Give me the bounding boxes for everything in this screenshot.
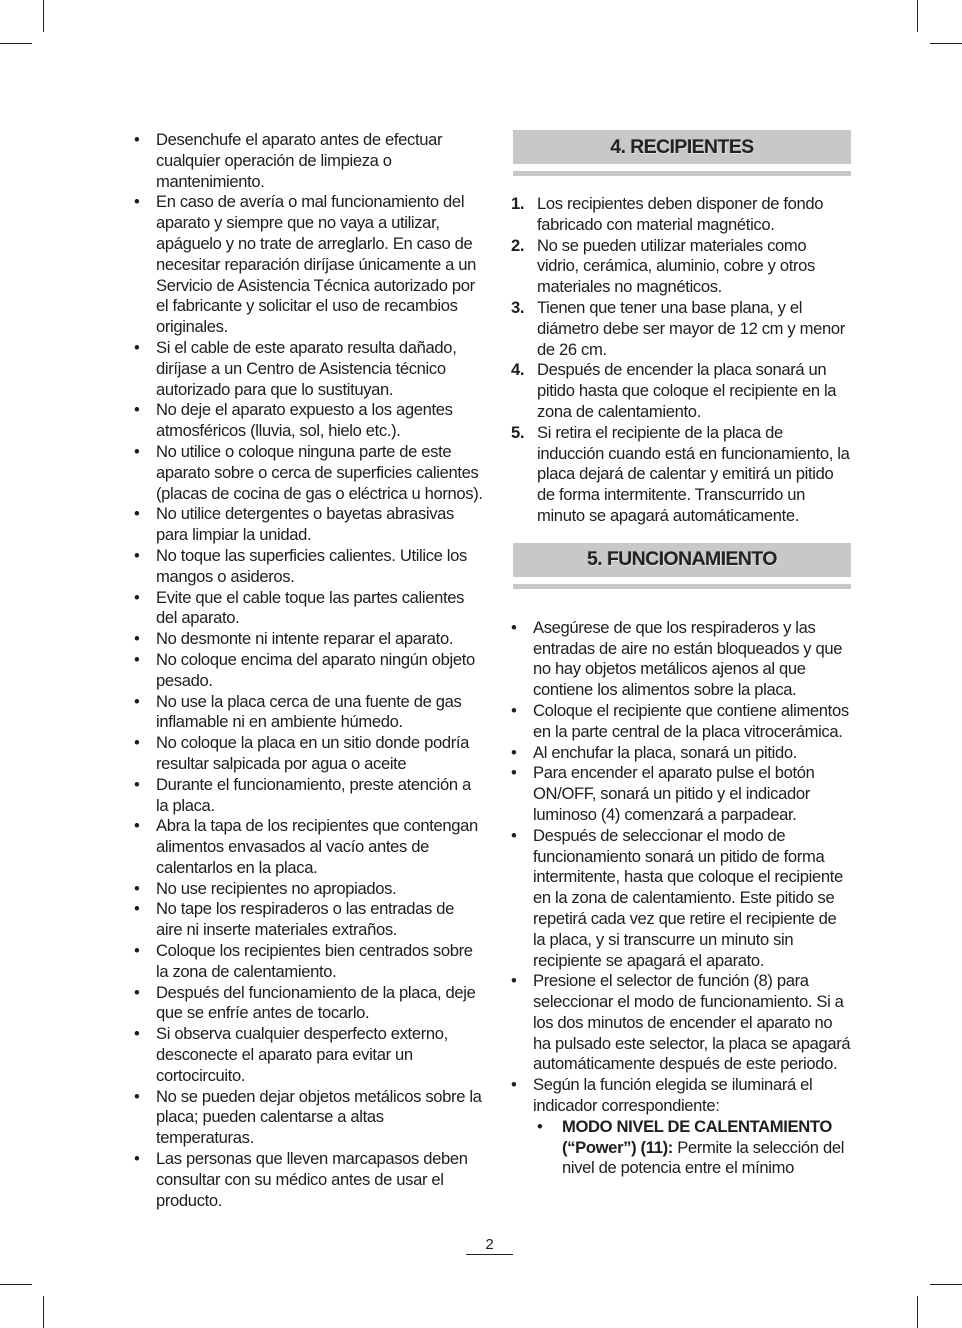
bullet: •: [134, 130, 140, 149]
item-number: 1.: [511, 194, 525, 213]
bullet: •: [511, 763, 517, 783]
list-item: [132, 442, 484, 504]
list-item: [132, 1087, 484, 1149]
list-item: [132, 879, 484, 900]
list-item-text: Asegúrese de que los respiraderos y las entradas de aire no están bloqueados y que no hay objetos metálicos ajenos al que contiene los alimentos sobre la placa.: [533, 617, 843, 700]
list-item: [509, 194, 851, 236]
crop-mark: [43, 0, 44, 32]
bullet: •: [134, 629, 140, 649]
list-item-text: Si el cable de este aparato resulta dañado, diríjase a un Centro de Asistencia técnico autorizado para que lo sustituyan.: [156, 337, 457, 399]
list-item-text: Al enchufar la placa, sonará un pitido.: [533, 742, 798, 762]
list-item-text: No toque las superficies calientes. Utilice los mangos o asideros.: [156, 545, 467, 586]
bullet: •: [134, 816, 140, 836]
list-item: [509, 826, 851, 972]
right-column: [509, 130, 851, 1179]
crop-mark: [0, 1284, 32, 1285]
list-item: [132, 400, 484, 442]
list-item: [509, 423, 851, 527]
safety-list: [132, 130, 484, 1211]
list-item: [132, 1024, 484, 1086]
list-item: [132, 816, 484, 878]
bullet: •: [511, 742, 517, 762]
list-item-text: Si retira el recipiente de la placa de inducción cuando está en funcionamiento, la placa dejará de calentar y emitirá un pitido de forma intermitente. Transcurrido un minuto se apagará automáticamente.: [537, 422, 850, 525]
bullet: •: [134, 941, 140, 961]
bullet: •: [134, 691, 140, 711]
list-item: [132, 899, 484, 941]
list-item: [132, 546, 484, 588]
list-item: [132, 692, 484, 734]
list-item: [132, 588, 484, 630]
list-item-text: No se pueden dejar objetos metálicos sobre la placa; pueden calentarse a altas temperaturas.: [156, 1086, 482, 1148]
bullet: •: [134, 504, 140, 524]
bullet: •: [134, 1086, 140, 1106]
list-item-text: No utilice o coloque ninguna parte de este aparato sobre o cerca de superficies calientes (placas de cocina de gas o eléctrica u hornos).: [156, 441, 483, 503]
bullet: •: [134, 649, 140, 669]
item-number: 2.: [511, 235, 525, 255]
funcionamiento-list: [509, 618, 851, 1117]
list-item: [533, 1117, 851, 1179]
bullet: •: [134, 982, 140, 1002]
list-item-text: No se pueden utilizar materiales como vidrio, cerámica, aluminio, cobre y otros materiales no magnéticos.: [537, 235, 815, 297]
crop-mark: [917, 1296, 918, 1328]
list-item-text: En caso de avería o mal funcionamiento del aparato y siempre que no vaya a utilizar, apáguelo y no trate de arreglarlo. En caso de necesitar reparación diríjase únicamente a un Servicio de Asistencia Técnica autorizado por el fabricante y solicitar el uso de recambios originales.: [156, 192, 477, 337]
page-number: 2: [485, 1236, 494, 1253]
list-item-text: Según la función elegida se iluminará el indicador correspondiente:: [533, 1075, 813, 1116]
list-item-text: Después del funcionamiento de la placa, deje que se enfríe antes de tocarlo.: [156, 982, 476, 1023]
bullet: •: [537, 1116, 543, 1136]
section-rule: [513, 171, 851, 176]
list-item-text: Coloque el recipiente que contiene alimentos en la parte central de la placa vitrocerámica.: [533, 700, 849, 741]
list-item: [132, 504, 484, 546]
bullet: •: [134, 337, 140, 357]
list-item-text: Si observa cualquier desperfecto externo, desconecte el aparato para evitar un cortocircuito.: [156, 1024, 448, 1085]
bullet: •: [134, 774, 140, 794]
section-title: 5. FUNCIONAMIENTO: [587, 548, 777, 571]
crop-mark: [930, 43, 962, 44]
list-item: [132, 130, 484, 192]
list-item-text: Para encender el aparato pulse el botón ON/OFF, sonará un pitido y el indicador luminoso (4) comenzará a parpadear.: [533, 763, 815, 824]
list-item: [509, 360, 851, 422]
list-item-text: Los recipientes deben disponer de fondo fabricado con material magnético.: [537, 194, 824, 234]
list-item: [132, 775, 484, 817]
list-item: [132, 650, 484, 692]
list-item-text: No utilice detergentes o bayetas abrasivas para limpiar la unidad.: [156, 504, 454, 545]
bullet: •: [511, 825, 517, 845]
section-rule: [513, 584, 851, 589]
crop-mark: [930, 1284, 962, 1285]
crop-mark: [43, 1296, 44, 1328]
item-number: 3.: [511, 297, 525, 317]
bullet: •: [134, 192, 140, 212]
list-item: [509, 236, 851, 298]
list-item-text: No use la placa cerca de una fuente de gas inflamable ni en ambiente húmedo.: [156, 691, 462, 732]
list-item-text: No coloque encima del aparato ningún objeto pesado.: [156, 649, 475, 690]
list-item: [132, 941, 484, 983]
bullet: •: [511, 617, 517, 637]
left-column: [132, 130, 484, 1211]
bullet: •: [134, 878, 140, 898]
bullet: •: [134, 1024, 140, 1044]
list-item-text: Abra la tapa de los recipientes que contengan alimentos envasados al vacío antes de calentarlos en la placa.: [156, 816, 478, 877]
list-item: [509, 1075, 851, 1117]
list-item-text: No tape los respiraderos o las entradas de aire ni inserte materiales extraños.: [156, 899, 454, 940]
list-item-text: Evite que el cable toque las partes calientes del aparato.: [156, 587, 465, 628]
list-item: [509, 701, 851, 743]
list-item-text: No coloque la placa en un sitio donde podría resultar salpicada por agua o aceite: [156, 733, 470, 773]
list-item: [509, 298, 851, 360]
bullet: •: [134, 545, 140, 565]
bullet: •: [511, 700, 517, 720]
list-item-text: No deje el aparato expuesto a los agentes atmosféricos (lluvia, sol, hielo etc.).: [156, 400, 453, 441]
item-number: 5.: [511, 422, 525, 442]
list-item: [509, 763, 851, 825]
page-number-rule: [466, 1254, 513, 1255]
list-item: [132, 629, 484, 650]
funcionamiento-sublist: [533, 1117, 851, 1179]
mode-description: Permite la selección del nivel de potencia entre el mínimo: [562, 1137, 845, 1178]
mode-label: MODO NIVEL DE CALENTAMIENTO (“Power”) (11):: [562, 1116, 832, 1157]
list-item: [132, 1149, 484, 1211]
section-header-funcionamiento: [513, 543, 851, 589]
bullet: •: [134, 441, 140, 461]
bullet: •: [511, 1075, 517, 1095]
list-item-text: Las personas que lleven marcapasos deben consultar con su médico antes de usar el producto.: [156, 1149, 468, 1210]
bullet: •: [511, 971, 517, 991]
bullet: •: [134, 899, 140, 919]
bullet: •: [134, 400, 140, 420]
list-item-text: Coloque los recipientes bien centrados sobre la zona de calentamiento.: [156, 941, 473, 981]
list-item: [132, 338, 484, 400]
list-item: [509, 618, 851, 701]
list-item: [132, 983, 484, 1025]
list-item-text: No use recipientes no apropiados.: [156, 878, 397, 898]
list-item-text: Presione el selector de función (8) para seleccionar el modo de funcionamiento. Si a los dos minutos de encender el aparato no ha pulsado este selector, la placa se apagará automáticamente después de este periodo.: [533, 971, 851, 1074]
section-header-recipientes: [513, 130, 851, 176]
list-item-text: Después de seleccionar el modo de funcionamiento sonará un pitido de forma intermitente, hasta que coloque el recipiente en la zona de calentamiento. Este pitido se repetirá cada vez que retire el recipiente de la placa, y si transcurre un minuto sin recipiente se apagará el aparato.: [533, 825, 843, 970]
item-number: 4.: [511, 360, 525, 380]
bullet: •: [134, 587, 140, 607]
crop-mark: [0, 43, 32, 44]
list-item: [132, 192, 484, 338]
list-item-text: Durante el funcionamiento, preste atención a la placa.: [156, 774, 471, 815]
crop-mark: [917, 0, 918, 32]
bullet: •: [134, 733, 140, 753]
section-title: 4. RECIPIENTES: [610, 135, 754, 158]
recipientes-list: [509, 194, 851, 527]
list-item: [509, 743, 851, 764]
list-item-text: Desenchufe el aparato antes de efectuar cualquier operación de limpieza o mantenimiento.: [156, 130, 443, 191]
list-item-text: No desmonte ni intente reparar el aparato.: [156, 629, 454, 649]
list-item: [132, 733, 484, 775]
list-item-text: Después de encender la placa sonará un pitido hasta que coloque el recipiente en la zona de calentamiento.: [537, 360, 837, 421]
list-item-text: Tienen que tener una base plana, y el diámetro debe ser mayor de 12 cm y menor de 26 cm.: [537, 297, 845, 359]
bullet: •: [134, 1149, 140, 1169]
list-item: [509, 971, 851, 1075]
